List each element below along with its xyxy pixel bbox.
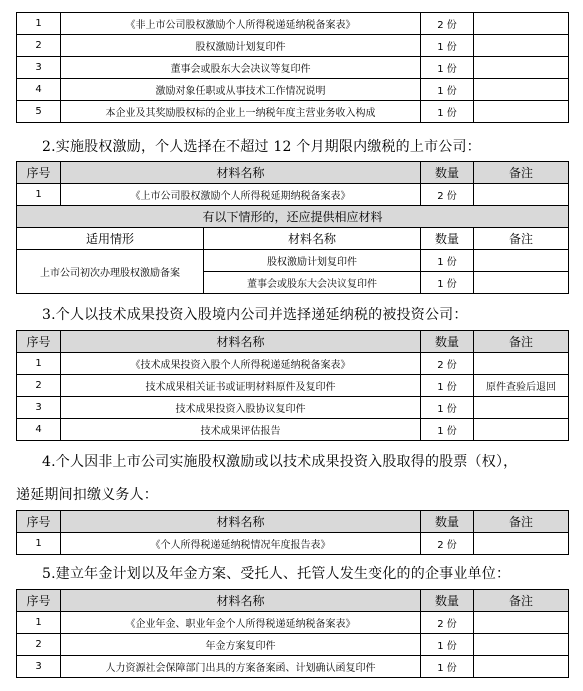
material-name-cell: 技术成果评估报告 bbox=[61, 419, 421, 441]
quantity-cell: 2 份 bbox=[421, 13, 474, 35]
quantity-cell: 1 份 bbox=[421, 419, 474, 441]
seq-cell: 1 bbox=[17, 13, 61, 35]
header-quantity: 数量 bbox=[421, 590, 474, 612]
seq-cell: 2 bbox=[17, 375, 61, 397]
header-note: 备注 bbox=[474, 162, 569, 184]
material-name-cell: 本企业及其奖励股权标的企业上一纳税年度主营业务收入构成 bbox=[61, 101, 421, 123]
material-name-cell: 年金方案复印件 bbox=[61, 634, 421, 656]
conditional-title-row bbox=[17, 206, 569, 228]
table-row bbox=[17, 353, 569, 375]
header-quantity: 数量 bbox=[421, 228, 474, 250]
section-4-heading-continued: 递延期间扣缴义务人： bbox=[16, 487, 158, 503]
conditional-title: 有以下情形的，还应提供相应材料 bbox=[17, 206, 569, 228]
header-quantity: 数量 bbox=[421, 511, 474, 533]
header-quantity: 数量 bbox=[421, 331, 474, 353]
seq-cell: 1 bbox=[17, 184, 61, 206]
material-name-cell: 《企业年金、职业年金个人所得税递延纳税备案表》 bbox=[61, 612, 421, 634]
seq-cell: 3 bbox=[17, 397, 61, 419]
material-name-cell: 股权激励计划复印件 bbox=[61, 35, 421, 57]
section-3-heading: 3.个人以技术成果投资入股境内公司并选择递延纳税的被投资公司： bbox=[42, 307, 468, 323]
seq-cell: 3 bbox=[17, 656, 61, 678]
header-seq: 序号 bbox=[17, 162, 61, 184]
header-note: 备注 bbox=[474, 228, 569, 250]
seq-cell: 3 bbox=[17, 57, 61, 79]
table-row bbox=[17, 612, 569, 634]
quantity-cell: 2 份 bbox=[421, 353, 474, 375]
section-4-heading: 4.个人因非上市公司实施股权激励或以技术成果投资入股取得的股票（权）， bbox=[42, 454, 518, 470]
material-name-cell: 董事会或股东大会决议复印件 bbox=[204, 272, 421, 294]
material-name-cell: 人力资源社会保障部门出具的方案备案函、计划确认函复印件 bbox=[61, 656, 421, 678]
quantity-cell: 1 份 bbox=[421, 656, 474, 678]
table-row bbox=[17, 184, 569, 206]
table-header-row bbox=[17, 590, 569, 612]
header-material-name: 材料名称 bbox=[61, 162, 421, 184]
quantity-cell: 2 份 bbox=[421, 184, 474, 206]
note-cell bbox=[474, 101, 569, 123]
note-cell bbox=[474, 634, 569, 656]
header-seq: 序号 bbox=[17, 331, 61, 353]
table-header-row bbox=[17, 511, 569, 533]
table-row bbox=[17, 101, 569, 123]
materials-table-5 bbox=[16, 589, 569, 678]
table-row bbox=[17, 250, 569, 272]
header-note: 备注 bbox=[474, 331, 569, 353]
materials-table-1 bbox=[16, 12, 569, 123]
note-cell bbox=[474, 397, 569, 419]
material-name-cell: 《技术成果投资入股个人所得税递延纳税备案表》 bbox=[61, 353, 421, 375]
table-row bbox=[17, 35, 569, 57]
table-row bbox=[17, 57, 569, 79]
material-name-cell: 股权激励计划复印件 bbox=[204, 250, 421, 272]
table-row bbox=[17, 656, 569, 678]
note-cell bbox=[474, 533, 569, 555]
material-name-cell: 《个人所得税递延纳税情况年度报告表》 bbox=[61, 533, 421, 555]
note-cell bbox=[474, 353, 569, 375]
header-seq: 序号 bbox=[17, 590, 61, 612]
header-material-name: 材料名称 bbox=[61, 511, 421, 533]
section-2-heading: 2.实施股权激励，个人选择在不超过 12 个月期限内缴税的上市公司： bbox=[42, 139, 481, 155]
note-cell bbox=[474, 35, 569, 57]
note-cell bbox=[474, 184, 569, 206]
header-situation: 适用情形 bbox=[17, 228, 204, 250]
section-5-heading: 5.建立年金计划以及年金方案、受托人、托管人发生变化的的企事业单位： bbox=[42, 566, 511, 582]
materials-table-4 bbox=[16, 510, 569, 555]
header-note: 备注 bbox=[474, 590, 569, 612]
table-row bbox=[17, 13, 569, 35]
seq-cell: 4 bbox=[17, 419, 61, 441]
quantity-cell: 1 份 bbox=[421, 101, 474, 123]
seq-cell: 5 bbox=[17, 101, 61, 123]
table-row bbox=[17, 533, 569, 555]
materials-table-3 bbox=[16, 330, 569, 441]
seq-cell: 1 bbox=[17, 533, 61, 555]
materials-table-2 bbox=[16, 161, 569, 294]
quantity-cell: 1 份 bbox=[421, 375, 474, 397]
quantity-cell: 1 份 bbox=[421, 272, 474, 294]
quantity-cell: 2 份 bbox=[421, 533, 474, 555]
header-material-name: 材料名称 bbox=[61, 590, 421, 612]
conditional-header-row bbox=[17, 228, 569, 250]
header-seq: 序号 bbox=[17, 511, 61, 533]
quantity-cell: 1 份 bbox=[421, 35, 474, 57]
seq-cell: 1 bbox=[17, 353, 61, 375]
table-row bbox=[17, 79, 569, 101]
table-row bbox=[17, 397, 569, 419]
note-cell bbox=[474, 272, 569, 294]
note-cell bbox=[474, 57, 569, 79]
material-name-cell: 《非上市公司股权激励个人所得税递延纳税备案表》 bbox=[61, 13, 421, 35]
material-name-cell: 激励对象任职或从事技术工作情况说明 bbox=[61, 79, 421, 101]
material-name-cell: 技术成果相关证书或证明材料原件及复印件 bbox=[61, 375, 421, 397]
header-material-name: 材料名称 bbox=[61, 331, 421, 353]
seq-cell: 1 bbox=[17, 612, 61, 634]
note-cell: 原件查验后退回 bbox=[474, 375, 569, 397]
seq-cell: 2 bbox=[17, 634, 61, 656]
table-row bbox=[17, 419, 569, 441]
seq-cell: 4 bbox=[17, 79, 61, 101]
quantity-cell: 1 份 bbox=[421, 250, 474, 272]
quantity-cell: 1 份 bbox=[421, 634, 474, 656]
note-cell bbox=[474, 250, 569, 272]
seq-cell: 2 bbox=[17, 35, 61, 57]
material-name-cell: 技术成果投资入股协议复印件 bbox=[61, 397, 421, 419]
table-header-row bbox=[17, 162, 569, 184]
table-row bbox=[17, 375, 569, 397]
note-cell bbox=[474, 419, 569, 441]
material-name-cell: 《上市公司股权激励个人所得税延期纳税备案表》 bbox=[61, 184, 421, 206]
header-material-name: 材料名称 bbox=[204, 228, 421, 250]
note-cell bbox=[474, 612, 569, 634]
note-cell bbox=[474, 656, 569, 678]
header-note: 备注 bbox=[474, 511, 569, 533]
quantity-cell: 1 份 bbox=[421, 79, 474, 101]
quantity-cell: 1 份 bbox=[421, 57, 474, 79]
note-cell bbox=[474, 13, 569, 35]
situation-cell: 上市公司初次办理股权激励备案 bbox=[17, 250, 204, 294]
quantity-cell: 2 份 bbox=[421, 612, 474, 634]
table-header-row bbox=[17, 331, 569, 353]
material-name-cell: 董事会或股东大会决议等复印件 bbox=[61, 57, 421, 79]
header-quantity: 数量 bbox=[421, 162, 474, 184]
table-row bbox=[17, 634, 569, 656]
note-cell bbox=[474, 79, 569, 101]
quantity-cell: 1 份 bbox=[421, 397, 474, 419]
